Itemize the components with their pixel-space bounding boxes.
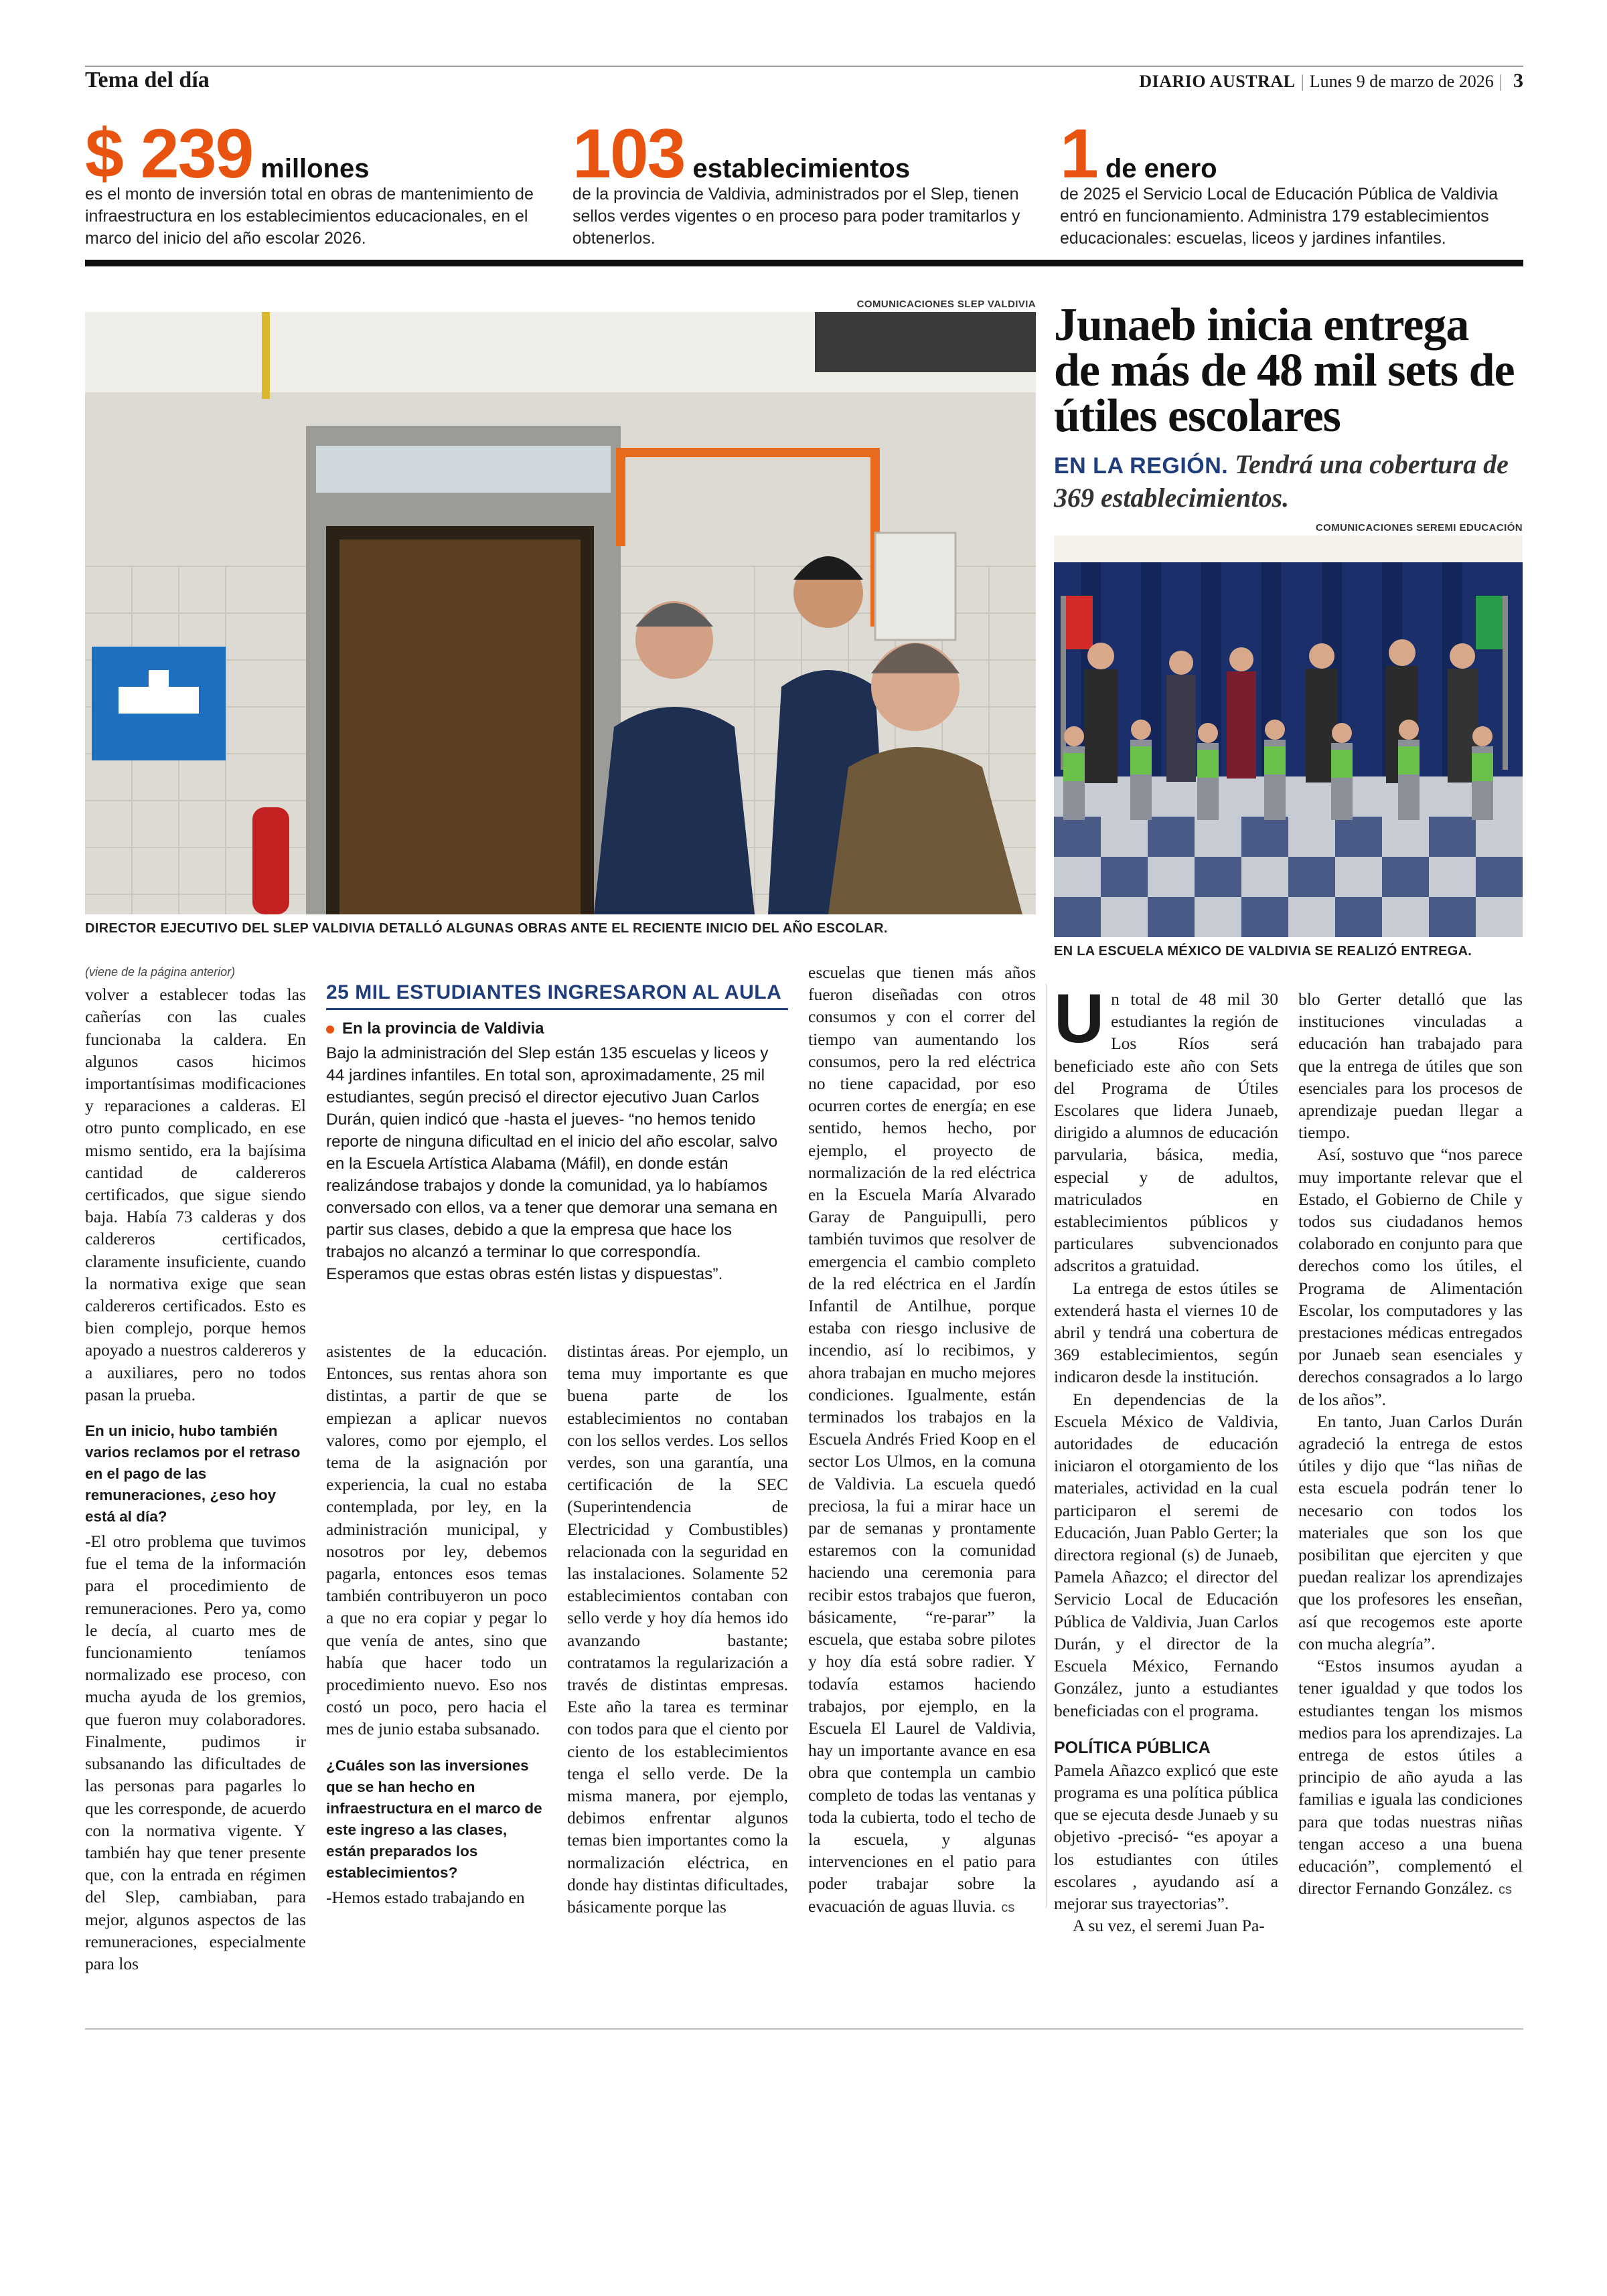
article-paragraph: Así, sostuvo que “nos parece muy importante relevar que el Estado, el Gobierno de Chile y todos sus ciudadanos hemos colaborado en conjunto para que derechos como los útiles, el Programa de Alimentación Escolar, los computadores y las prestaciones médicas entregados por Junaeb sean esenciales y derechos consagrados a lo largo de los años”. bbox=[1298, 1145, 1523, 1409]
article-paragraph: blo Gerter detalló que las instituciones vinculadas a educación han trabajado para que la entrega de útiles que son esenciales para los procesos de aprendizaje puedan llegar a tiempo. bbox=[1298, 989, 1523, 1143]
inset-box-location: En la provincia de Valdivia bbox=[326, 1019, 788, 1038]
end-mark: cs bbox=[1499, 1882, 1512, 1898]
article-paragraph: distintas áreas. Por ejemplo, un tema muy importante es que buena parte de los establecimientos no contaban con los sellos verdes. Los sellos verdes, son una garantía, una certificación de la SEC (Superintendencia de Electricidad y Combustibles) relacionada con la seguridad en las instalaciones. Solamente 52 establecimientos contaban con sello verde y hoy día hemos ido avanzando bastante; contratamos la regularización a través de distintas empresas. Este año la tarea es terminar con todos para que el ciento por ciento de los establecimientos tenga el sello verde. De la misma manera, por ejemplo, debimos enfrentar algunos temas bien importantes como la normalización eléctrica, en donde hay distintas dificultades, básicamente porque las bbox=[567, 1341, 788, 1917]
page-number: 3 bbox=[1513, 70, 1523, 92]
article-paragraph: En dependencias de la Escuela México de Valdivia, autoridades de educación iniciaron el otorgamiento de los materiales, actividad en la cual participaron el seremi de Educación, Juan Pablo Gerter; la directora regional (s) de Junaeb, Pamela Añazco; el director del Servicio Local de Educación Pública de Valdivia, Juan Carlos Durán, y el director de la Escuela México, Fernando González, junto a estudiantes beneficiadas con el programa. bbox=[1054, 1389, 1278, 1720]
main-photo-caption: DIRECTOR EJECUTIVO DEL SLEP VALDIVIA DETALLÓ ALGUNAS OBRAS ANTE EL RECIENTE INICIO DEL AÑO ESCOLAR. bbox=[85, 921, 888, 936]
stat-investment bbox=[85, 115, 547, 250]
article-paragraph-text: n total de 48 mil 30 estudiantes la región de Los Ríos será beneficiado este año con Sets del Programa de Útiles Escolares que lidera Junaeb, dirigido a alumnos de educación parvularia, básica, media, especial y de adultos, matriculados en establecimientos públicos y particulares subvencionados adscritos a gratuidad. bbox=[1054, 989, 1278, 1276]
section-subhead: POLÍTICA PÚBLICA bbox=[1054, 1738, 1211, 1757]
article-column-4 bbox=[808, 961, 1036, 1919]
column-divider bbox=[1046, 984, 1047, 1908]
article-paragraph bbox=[1298, 1655, 1523, 1901]
stat-unit: millones bbox=[260, 154, 370, 183]
side-photo-credit: COMUNICACIONES SEREMI EDUCACIÓN bbox=[1315, 522, 1523, 534]
article-paragraph: volver a establecer todas las cañerías con las cuales funcionaba la caldera. En algunos casos hicimos importantísimas modificaciones y reparaciones a calderas. El otro punto complicado, en ese mismo sentido, era la bajísima cantidad de caldereros certificados, que sigue siendo baja. Había 73 calderas y dos caldereros certificados, claramente insuficiente, cuando la normativa exige que sean caldereros certificados. Esto es bien complejo, porque hemos apoyado a nuestros caldereros y a auxiliares, pero no todos pasan la prueba. bbox=[85, 985, 306, 1404]
side-article-column-2 bbox=[1298, 988, 1523, 1901]
stat-unit: establecimientos bbox=[692, 154, 911, 183]
continued-from-kicker: (viene de la página anterior) bbox=[85, 965, 236, 979]
article-paragraph-text: escuelas que tienen más años fueron diseñadas con otros consumos y con el correr del tiempo van aumentando los consumos, pero la red eléctrica no tiene capacidad, por eso ocurren cortes de energía; en ese sentido, hemos hecho, por ejemplo, el proyecto de normalización de la red eléctrica en la Escuela María Alvarado Garay de Panguipulli, pero también tuvimos que resolver de emergencia el cambio completo de la red eléctrica en el Jardín Infantil de Antilhue, porque estaba con riesgo inclusive de incendio, así lo recibimos, y ahora trabajan en mucho mejores condiciones. Igualmente, están terminados los trabajos en la Escuela Andrés Fried Koop en el sector Los Ulmos, en la comuna de Valdivia. La escuela quedó preciosa, la fui a mirar hace un par de semanas y prontamente estaremos con la comunidad haciendo una ceremonia para recibir estos trabajos que fueron, básicamente, “re-parar” la escuela, que estaba sobre pilotes y hoy día está sobre radier. Y todavía estamos haciendo trabajos, por ejemplo, en la Escuela El Laurel de Valdivia, hay un importante avance en esa obra que contempla un cambio completo de todas las ventanas y toda la cubierta, todo el techo de la escuela, y algunas intervenciones en el patio para poder trabajar sobre la evacuación de aguas lluvia. bbox=[808, 963, 1036, 1916]
side-photo-illustration bbox=[1054, 536, 1523, 937]
newspaper-brand: DIARIO AUSTRAL bbox=[1139, 72, 1296, 91]
stat-start-date bbox=[1060, 115, 1522, 250]
main-photo bbox=[85, 312, 1036, 914]
masthead-separator: | bbox=[1300, 72, 1304, 91]
stat-number: 1 bbox=[1060, 115, 1097, 193]
stat-establishments bbox=[572, 115, 1035, 250]
inset-box-title: 25 MIL ESTUDIANTES INGRESARON AL AULA bbox=[326, 981, 782, 1003]
side-article-column-1 bbox=[1054, 980, 1278, 1937]
bottom-rule bbox=[85, 2028, 1523, 2030]
interview-question: ¿Cuáles son las inversiones que se han hecho en infraestructura en el marco de este ingreso a las clases, están preparados los establecimientos? bbox=[326, 1756, 542, 1881]
article-paragraph bbox=[1054, 980, 1278, 1277]
article-paragraph: -Hemos estado trabajando en bbox=[326, 1887, 525, 1907]
main-photo-illustration bbox=[85, 312, 1036, 914]
stat-description: de la provincia de Valdivia, administrados por el Slep, tienen sellos verdes vigentes o en proceso para poder tramitarlos y obtenerlos. bbox=[572, 185, 1020, 248]
article-paragraph: En tanto, Juan Carlos Durán agradeció la entrega de estos útiles y dijo que “las niñas de esta escuela podrán tener lo necesario con todos los materiales que son los que posibilitan que ejerciten y que puedan realizar los aprendizajes que los profesores les enseñan, así que recogemos este aporte con mucha alegría”. bbox=[1298, 1411, 1523, 1653]
section-title: Tema del día bbox=[85, 68, 210, 92]
article-column-3 bbox=[567, 1340, 788, 1918]
interview-question: En un inicio, hubo también varios reclamos por el retraso en el pago de las remuneraciones, ¿eso hoy está al día? bbox=[85, 1422, 301, 1526]
dropcap: U bbox=[1054, 980, 1105, 1058]
side-photo bbox=[1054, 536, 1523, 937]
photo-credit: COMUNICACIONES SLEP VALDIVIA bbox=[856, 299, 1036, 310]
article-paragraph: -El otro problema que tuvimos fue el tema de la información para el procedimiento de remuneraciones. Pero ya, como le decía, al cuarto mes de funcionamiento teníamos normalizado ese proceso, con mucha ayuda de los gremios, que fueron muy colaboradores. Finalmente, pudimos ir subsanando las dificultades de las personas para pagarles lo que les corresponde, de acuerdo con la normativa vigente. Y también hay que tener presente que, con la entrada en régimen del Slep, cambiaban, para mejor, algunos aspectos de las remuneraciones, especialmente para los bbox=[85, 1532, 306, 1973]
side-story-subtitle bbox=[1054, 448, 1523, 514]
side-story-subtitle-text: Tendrá una cobertura de 369 establecimientos. bbox=[1054, 449, 1509, 513]
article-paragraph: asistentes de la educación. Entonces, sus rentas ahora son distintas, a partir de que se empiezan a aplicar nuevos valores, como por ejemplo, el tema de la asignación por experiencia, la cual no estaba contemplada, por ley, en la administración municipal, y nosotros por ley, debemos pagarla, entonces esos temas también contribuyeron un poco a que no era copiar y pegar lo que venía de antes, sino que había que hacer todo un procedimiento nuevo. Eso nos costó un poco, pero hacia el mes de junio estaba subsanado. bbox=[326, 1341, 547, 1739]
end-mark: cs bbox=[1001, 1900, 1015, 1915]
stat-unit: de enero bbox=[1105, 154, 1217, 183]
article-paragraph-text: “Estos insumos ayudan a tener igualdad y que todos los estudiantes tengan los mismos medios para los aprendizajes. La entrega de estos útiles a principio de año ayuda a las familias e iguala las condiciones para que todas nuestras niñas tengan acceso a una buena educación”, complementó el director Fernando González. bbox=[1298, 1656, 1523, 1898]
stat-number: $ 239 bbox=[85, 115, 253, 193]
side-story-title: Junaeb inicia entrega de más de 48 mil sets de útiles escolares bbox=[1054, 299, 1515, 442]
article-paragraph: La entrega de estos útiles se extenderá hasta el viernes 10 de abril y tendrá una cobertura de 369 establecimientos, según indicaron desde la institución. bbox=[1054, 1278, 1278, 1387]
stat-description: es el monto de inversión total en obras de mantenimiento de infraestructura en los establecimientos educacionales, en el marco del inicio del año escolar 2026. bbox=[85, 185, 534, 248]
article-paragraph: Pamela Añazco explicó que este programa es una política pública que se ejecuta desde Junaeb y su objetivo -precisó- “es apoyar a los estudiantes con útiles escolares , ayudando así a mejorar sus trayectorias”. bbox=[1054, 1760, 1278, 1913]
article-paragraph bbox=[808, 961, 1036, 1919]
masthead bbox=[1139, 70, 1523, 93]
side-story-tag: EN LA REGIÓN. bbox=[1054, 453, 1229, 479]
article-column-2 bbox=[326, 1340, 547, 1908]
stats-rule bbox=[85, 260, 1523, 266]
inset-box-text: Bajo la administración del Slep están 135 escuelas y liceos y 44 jardines infantiles. En total son, aproximadamente, 25 mil estudiantes, según precisó el director ejecutivo Juan Carlos Durán, quien indicó que -hasta el jueves- “no hemos tenido reporte de ninguna dificultad en el inicio del año escolar, salvo en la Escuela Artística Alabama (Máfil), en donde están realizándose trabajos y donde la comunidad, ya lo habíamos conversado con ellos, va a tener que demorar una semana en partir sus clases, debido a que la empresa que hace los trabajos no alcanzó a terminar lo que correspondía. Esperamos que estas obras estén listas y dispuestas”. bbox=[326, 1044, 778, 1283]
masthead-separator: | bbox=[1499, 72, 1503, 91]
inset-box bbox=[326, 981, 788, 1285]
top-rule bbox=[85, 66, 1523, 67]
side-photo-caption: EN LA ESCUELA MÉXICO DE VALDIVIA SE REALIZÓ ENTREGA. bbox=[1054, 944, 1472, 959]
inset-box-rule bbox=[326, 1008, 788, 1010]
article-paragraph: A su vez, el seremi Juan Pa- bbox=[1073, 1916, 1265, 1936]
article-column-1 bbox=[85, 961, 306, 1975]
stat-description: de 2025 el Servicio Local de Educación Pública de Valdivia entró en funcionamiento. Administra 179 establecimientos educacionales: escuelas, liceos y jardines infantiles. bbox=[1060, 185, 1499, 248]
issue-date: Lunes 9 de marzo de 2026 bbox=[1309, 72, 1494, 91]
stat-number: 103 bbox=[572, 115, 685, 193]
